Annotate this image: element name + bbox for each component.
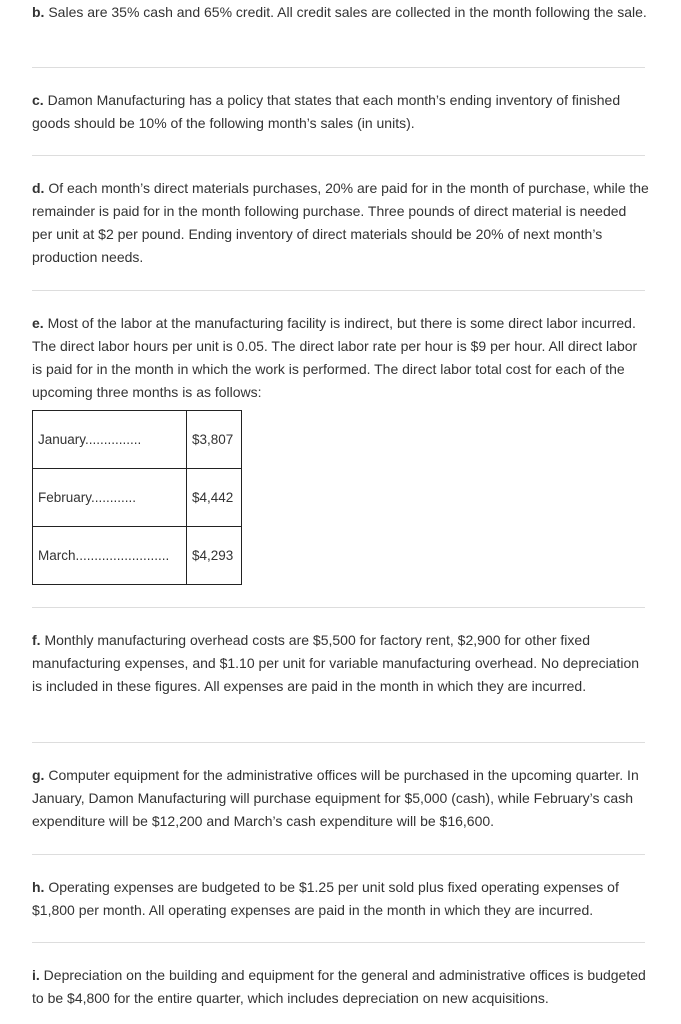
divider	[32, 67, 645, 68]
section-c	[32, 89, 650, 135]
table-row	[33, 469, 242, 527]
section-letter: g.	[32, 767, 45, 783]
section-text: Sales are 35% cash and 65% credit. All credit sales are collected in the month following the sale.	[44, 4, 647, 20]
month-cell: January...............	[33, 411, 187, 469]
section-letter: b.	[32, 4, 45, 20]
section-text: Of each month’s direct materials purchases, 20% are paid for in the month of purchase, while the remainder is paid for in the month following purchase. Three pounds of direct material is needed per unit at $2 per pound. Ending inventory of direct materials should be 20% of next month’s production needs.	[32, 180, 649, 265]
divider	[32, 854, 645, 855]
section-text: Monthly manufacturing overhead costs are $5,500 for factory rent, $2,900 for other fixed manufacturing expenses, and $1.10 per unit for variable manufacturing overhead. No depreciation is included in these figures. All expenses are paid in the month in which they are incurred.	[32, 632, 640, 694]
section-e	[32, 312, 650, 404]
section-g	[32, 764, 650, 833]
table-row	[33, 527, 242, 585]
section-letter: h.	[32, 879, 45, 895]
section-d	[32, 177, 650, 269]
section-text: Depreciation on the building and equipment for the general and administrative offices is budgeted to be $4,800 for the entire quarter, which includes depreciation on new acquisitions.	[32, 967, 646, 1006]
direct-labor-table	[32, 410, 242, 585]
section-b	[32, 1, 650, 24]
section-text: Operating expenses are budgeted to be $1.25 per unit sold plus fixed operating expenses of $1,800 per month. All operating expenses are paid in the month in which they are incurred.	[32, 879, 619, 918]
cost-cell: $3,807	[187, 411, 242, 469]
section-i	[32, 964, 650, 1010]
divider	[32, 607, 645, 608]
section-text: Damon Manufacturing has a policy that states that each month’s ending inventory of finished goods should be 10% of the following month’s sales (in units).	[32, 92, 621, 131]
table-row	[33, 411, 242, 469]
divider	[32, 290, 645, 291]
divider	[32, 742, 645, 743]
section-letter: i.	[32, 967, 40, 983]
section-letter: c.	[32, 92, 44, 108]
section-f	[32, 629, 650, 698]
section-text: Most of the labor at the manufacturing facility is indirect, but there is some direct labor incurred. The direct labor hours per unit is 0.05. The direct labor rate per hour is $9 per hour. All direct labor is paid for in the month in which the work is performed. The direct labor total cost for each of the upcoming three months is as follows:	[32, 315, 638, 400]
section-letter: e.	[32, 315, 44, 331]
cost-cell: $4,293	[187, 527, 242, 585]
month-cell: March.........................	[33, 527, 187, 585]
cost-cell: $4,442	[187, 469, 242, 527]
month-cell: February............	[33, 469, 187, 527]
section-letter: f.	[32, 632, 41, 648]
section-letter: d.	[32, 180, 45, 196]
section-h	[32, 876, 650, 922]
section-text: Computer equipment for the administrative offices will be purchased in the upcoming quarter. In January, Damon Manufacturing will purchase equipment for $5,000 (cash), while February’s cash expenditure will be $12,200 and March’s cash expenditure will be $16,600.	[32, 767, 639, 829]
divider	[32, 942, 645, 943]
divider	[32, 155, 645, 156]
